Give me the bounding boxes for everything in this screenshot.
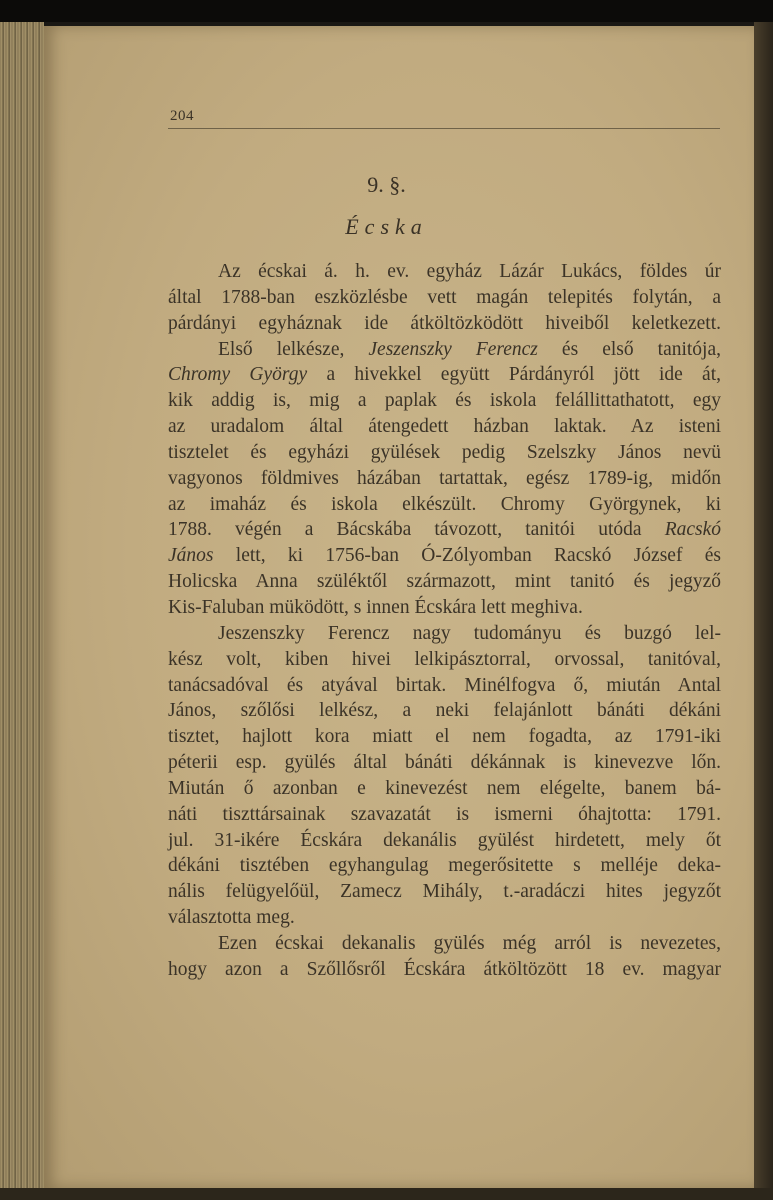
text-line: [168, 673, 721, 699]
text-line: [168, 285, 721, 311]
text-segment: Az écskai á. h. ev. egyház Lázár Lukács, földes úr: [218, 261, 721, 282]
text-line: [168, 724, 721, 750]
text-segment: tanácsadóval és atyával birtak. Minélfogva ő, miután Antal: [168, 674, 721, 696]
text-line: [168, 466, 721, 492]
italic-name: Jeszenszky Ferencz: [368, 338, 538, 360]
text-segment: Miután ő azonban e kinevezést nem elégelte, banem bá-: [168, 777, 721, 799]
text-line: [168, 853, 721, 879]
text-line: [168, 337, 721, 363]
text-line: [168, 543, 721, 569]
text-line: [168, 750, 721, 776]
text-segment: Ezen écskai dekanalis gyülés még arról is nevezetes,: [218, 932, 721, 954]
section-number: 9. §.: [367, 172, 406, 197]
text-segment: Holicska Anna szüléktől származott, mint tanitó és jegyző: [168, 571, 721, 593]
text-line: [168, 569, 721, 595]
text-segment: tisztelet és egyházi gyülések pedig Szelszky János nevü: [168, 441, 721, 463]
text-line: [168, 259, 721, 285]
text-line: [168, 776, 721, 802]
body-text: [168, 259, 721, 983]
text-segment: jul. 31-ikére Écskára dekanális gyülést hirdetett, mely őt: [168, 829, 721, 851]
text-segment: náti tiszttársainak szavazatát is ismerni óhajtotta: 1791.: [168, 803, 721, 825]
text-segment: Első lelkésze,: [218, 338, 369, 360]
page-number: 204: [170, 108, 194, 124]
scanner-top-edge: [0, 0, 773, 22]
text-line: [168, 311, 721, 337]
text-segment: péterii esp. gyülés által bánáti dékánnak is kinevezve lőn.: [168, 752, 721, 774]
text-segment: a hivekkel együtt Párdányról jött ide át,: [307, 364, 721, 386]
text-segment: kész volt, kiben hivei lelkipásztorral, orvossal, tanitóval,: [168, 648, 721, 670]
scanner-bottom-edge: [0, 1188, 773, 1200]
text-line: [168, 905, 721, 931]
text-line: [168, 492, 721, 518]
text-segment: nális felügyelőül, Zamecz Mihály, t.-aradáczi hites jegyzőt: [168, 881, 721, 903]
text-segment: 1788. végén a Bácskába távozott, tanitói utóda: [168, 519, 665, 541]
text-segment: vagyonos földmives házában tartattak, egész 1789-ig, midőn: [168, 467, 721, 489]
text-line: [168, 440, 721, 466]
text-segment: kik addig is, mig a paplak és iskola felállittathatott, egy: [168, 390, 721, 412]
italic-name: János: [168, 545, 214, 567]
text-line: [168, 388, 721, 414]
text-segment: dékáni tisztében egyhangulag megerősitette s melléje deka-: [168, 855, 721, 877]
text-line: [168, 931, 721, 957]
text-line: [168, 698, 721, 724]
text-line: [168, 362, 721, 388]
text-line: [168, 517, 721, 543]
header-rule: [168, 128, 720, 129]
text-line: [168, 802, 721, 828]
text-line: [168, 595, 721, 621]
text-segment: hogy azon a Szőllősről Écskára átköltözött 18 ev. magyar: [168, 958, 721, 980]
text-segment: Kis-Faluban müködött, s innen Écskára lett meghiva.: [168, 596, 583, 618]
italic-name: Racskó: [664, 519, 721, 541]
text-segment: lett, ki 1756-ban Ó-Zólyomban Racskó József és: [213, 545, 721, 567]
italic-name: Chromy György: [168, 364, 308, 386]
text-segment: párdányi egyháznak ide átköltözködött hiveiből keletkezett.: [168, 312, 721, 334]
text-line: [168, 621, 721, 647]
text-segment: János, szőlősi lelkész, a neki felajánlott bánáti dékáni: [168, 700, 721, 722]
text-line: [168, 414, 721, 440]
text-segment: és első tanitója,: [537, 338, 722, 360]
text-line: [168, 828, 721, 854]
text-segment: az uradalom által átengedett házban laktak. Az isteni: [168, 416, 721, 438]
text-segment: Jeszenszky Ferencz nagy tudományu és buzgó lel-: [218, 622, 721, 644]
text-segment: által 1788-ban eszközlésbe vett magán telepités folytán, a: [168, 286, 721, 308]
text-line: [168, 957, 721, 983]
text-segment: az imaház és iskola elkészült. Chromy Györgynek, ki: [168, 493, 721, 515]
text-segment: választotta meg.: [168, 907, 295, 929]
text-line: [168, 879, 721, 905]
text-line: [168, 647, 721, 673]
section-title: Écska: [345, 214, 428, 239]
text-segment: tisztet, hajlott kora miatt el nem fogadta, az 1791-iki: [168, 726, 721, 748]
